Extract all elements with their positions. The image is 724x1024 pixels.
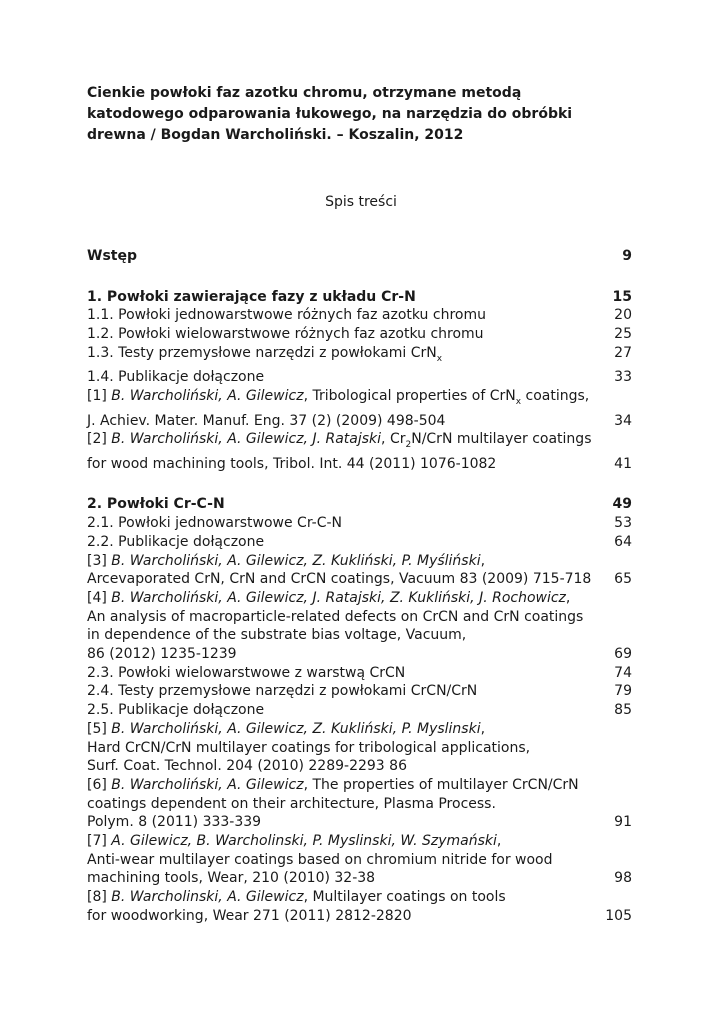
ref-authors: B. Warcholinski, A. Gilewicz [111,889,304,906]
document-page [87,83,632,926]
ref-text: An analysis of macroparticle-related defects on CrCN and CrN coatings [87,608,584,625]
toc-section-1-4[interactable] [87,368,632,387]
toc-label: 1.3. Testy przemysłowe narzędzi z powłokami CrN$_x$ [87,344,443,364]
ref-number: [1] [87,388,107,405]
toc-reference-2[interactable]: [2] B. Warcholiński, A. Gilewicz, J. Ratajski, $Cr_2N$/CrN multilayer coatings [87,431,592,451]
ref-text: 86 (2012) 1235-1239 [87,646,237,663]
ref-authors: B. Warcholiński, A. Gilewicz, Z. Kukliński, P. Myslinski [111,720,481,737]
toc-heading: Spis treści [325,194,397,210]
toc-reference-1[interactable]: [1] B. Warcholiński, A. Gilewicz, Tribological properties of CrN$_x$ coatings, [87,388,590,407]
spacer [87,473,632,495]
toc-label: 2.3. Powłoki wielowarstwowe z warstwą CrCN [87,664,406,681]
toc-page-number: 41 [614,455,632,472]
toc-section-2-2[interactable] [87,533,632,552]
toc-reference-4-cont[interactable] [87,645,632,664]
ref-number: [3] [87,552,107,569]
ref-number: [5] [87,720,107,737]
ref-text: for wood machining tools, Tribol. Int. 44 (2011) 1076-1082 [87,455,497,472]
toc-reference-3[interactable]: [3] B. Warcholiński, A. Gilewicz, Z. Kukliński, P. Myśliński, [87,552,486,569]
toc-label: 2.2. Publikacje dołączone [87,533,265,550]
table-of-contents [87,247,632,926]
toc-page-number: 105 [605,907,632,924]
ref-authors: B. Warcholiński, A. Gilewicz [111,776,304,793]
toc-page-number: 74 [614,664,632,681]
toc-label: 2.5. Publikacje dołączone [87,702,265,719]
toc-page-number: 64 [614,533,632,550]
toc-page-number: 65 [614,571,632,588]
toc-reference-4-cont[interactable] [87,626,632,645]
toc-page-number: 15 [612,288,632,305]
toc-reference-5-cont[interactable] [87,739,632,758]
toc-label: 2.1. Powłoki jednowarstwowe Cr-C-N [87,515,343,532]
toc-label: 1.2. Powłoki wielowarstwowe różnych faz azotku chromu [87,326,484,343]
toc-label: 1. Powłoki zawierające fazy z układu Cr-N [87,288,416,305]
toc-reference-5-cont[interactable] [87,757,632,776]
toc-reference-1-cont[interactable] [87,412,632,431]
toc-reference-6-cont[interactable] [87,813,632,832]
toc-reference-5[interactable]: [5] B. Warcholiński, A. Gilewicz, Z. Kukliński, P. Myslinski, [87,720,486,737]
toc-label: 1.4. Publikacje dołączone [87,369,265,386]
toc-page-number: 49 [612,496,632,513]
toc-section-2-3[interactable] [87,664,632,683]
ref-text: coatings dependent on their architecture, Plasma Process. [87,795,496,812]
toc-reference-4[interactable]: [4] B. Warcholiński, A. Gilewicz, J. Ratajski, Z. Kukliński, J. Rochowicz, [87,589,571,606]
toc-label: 1.1. Powłoki jednowarstwowe różnych faz azotku chromu [87,307,486,324]
toc-page-number: 85 [614,702,632,719]
book-title: Cienkie powłoki faz azotku chromu, otrzymane metodą katodowego odparowania łukowego, na narzędzia do obróbki drewna / Bogdan Warcholiński. – Koszalin, 2012 [87,85,573,143]
toc-chapter-1[interactable] [87,288,632,307]
ref-number: [6] [87,776,107,793]
toc-page-number: 91 [614,814,632,831]
ref-text: Polym. 8 (2011) 333-339 [87,814,262,831]
toc-reference-3-cont[interactable] [87,570,632,589]
ref-number: [7] [87,833,107,850]
spacer [87,266,632,288]
ref-text: machining tools, Wear, 210 (2010) 32-38 [87,870,376,887]
toc-reference-7-cont[interactable] [87,851,632,870]
toc-page-number: 20 [614,307,632,324]
toc-page-number: 25 [614,326,632,343]
ref-authors: B. Warcholiński, A. Gilewicz, J. Ratajski [111,431,382,448]
toc-page-number: 53 [614,515,632,532]
toc-page-number: 98 [614,870,632,887]
toc-reference-6[interactable]: [6] B. Warcholiński, A. Gilewicz, The properties of multilayer CrCN/CrN [87,776,579,793]
toc-reference-8[interactable]: [8] B. Warcholinski, A. Gilewicz, Multilayer coatings on tools [87,889,506,906]
ref-text: Surf. Coat. Technol. 204 (2010) 2289-2293 86 [87,758,407,775]
toc-page-number: 34 [614,412,632,429]
toc-label: Wstęp [87,248,137,264]
toc-page-number: 69 [614,646,632,663]
ref-authors: B. Warcholiński, A. Gilewicz, Z. Kukliński, P. Myśliński [111,552,481,569]
toc-page-number: 27 [614,344,632,361]
toc-chapter-2[interactable] [87,495,632,514]
toc-label: 2.4. Testy przemysłowe narzędzi z powłokami CrCN/CrN [87,683,478,700]
toc-reference-2-cont[interactable] [87,455,632,474]
ref-number: [8] [87,889,107,906]
toc-section-1-2[interactable] [87,325,632,344]
toc-label: 2. Powłoki Cr-C-N [87,496,225,513]
ref-number: [4] [87,589,107,606]
toc-reference-8-cont[interactable] [87,907,632,926]
toc-page-number: 9 [622,248,632,264]
ref-text: Arcevaporated CrN, CrN and CrCN coatings, Vacuum 83 (2009) 715-718 [87,571,592,588]
toc-reference-4-cont[interactable] [87,608,632,627]
ref-text: Hard CrCN/CrN multilayer coatings for tribological applications, [87,739,531,756]
toc-page-number: 79 [614,683,632,700]
toc-section-1-1[interactable] [87,306,632,325]
toc-entry-intro[interactable] [87,247,632,266]
toc-section-2-1[interactable] [87,514,632,533]
ref-authors: B. Warcholiński, A. Gilewicz, J. Ratajski, Z. Kukliński, J. Rochowicz [111,589,566,606]
ref-text: J. Achiev. Mater. Manuf. Eng. 37 (2) (2009) 498-504 [87,412,446,429]
toc-page-number: 33 [614,369,632,386]
ref-number: [2] [87,431,107,448]
toc-reference-7-cont[interactable] [87,869,632,888]
ref-text: Anti-wear multilayer coatings based on chromium nitride for wood [87,851,553,868]
ref-authors: A. Gilewicz, B. Warcholinski, P. Myslinski, W. Szymański [111,833,497,850]
toc-section-2-4[interactable] [87,682,632,701]
toc-section-1-3[interactable] [87,344,632,369]
toc-reference-7[interactable]: [7] A. Gilewicz, B. Warcholinski, P. Myslinski, W. Szymański, [87,833,502,850]
ref-text: in dependence of the substrate bias voltage, Vacuum, [87,627,467,644]
ref-authors: B. Warcholiński, A. Gilewicz [111,388,304,405]
toc-section-2-5[interactable] [87,701,632,720]
toc-reference-6-cont[interactable] [87,795,632,814]
ref-text: for woodworking, Wear 271 (2011) 2812-2820 [87,907,412,924]
